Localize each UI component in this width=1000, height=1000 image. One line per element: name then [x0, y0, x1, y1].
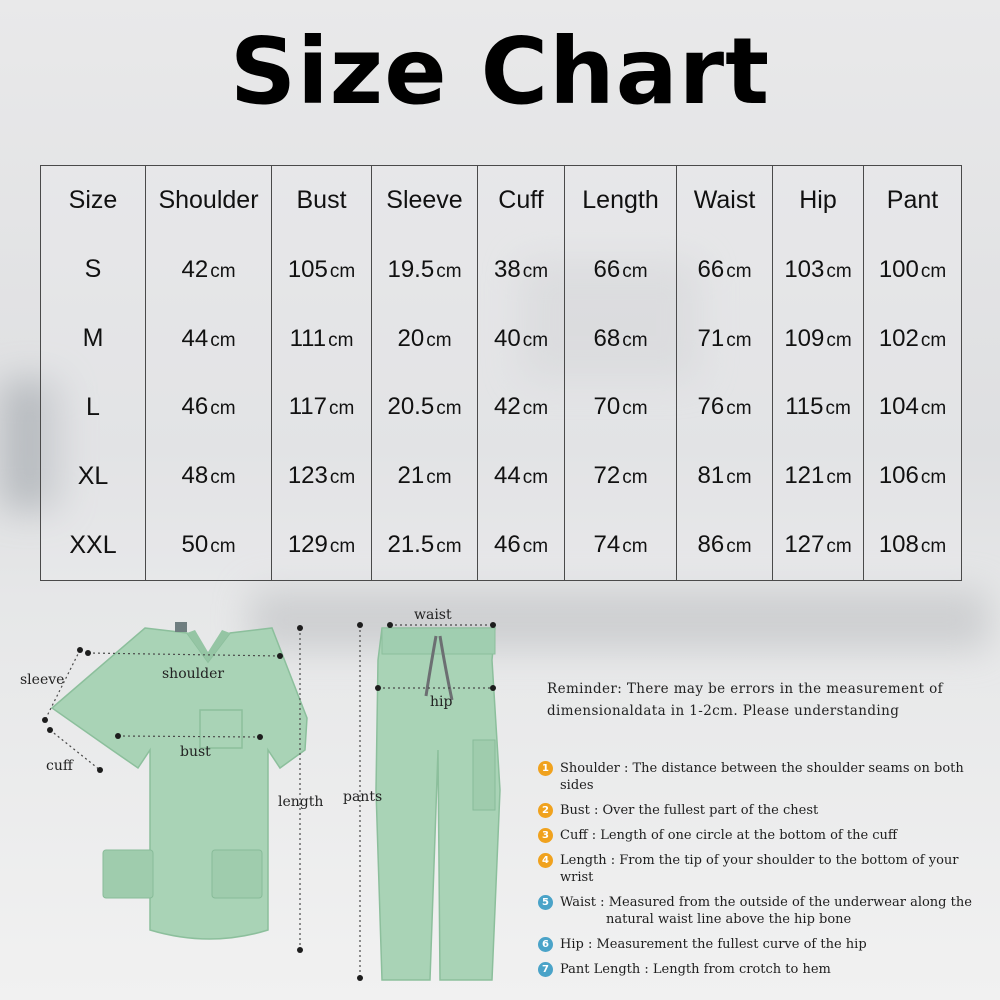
value-cell [478, 304, 565, 373]
table-row [41, 511, 962, 581]
value-unit: cm [328, 329, 354, 351]
value-cell [677, 511, 773, 581]
value-number: 20.5 [387, 393, 435, 421]
label-waist: waist [414, 607, 452, 623]
value-number: 123 [287, 462, 328, 490]
value-number: 48 [181, 462, 209, 490]
value-unit: cm [726, 536, 752, 558]
value-number: 68 [593, 324, 621, 352]
value-cell [677, 304, 773, 373]
value-cell [864, 442, 962, 511]
value-cell [478, 442, 565, 511]
value-unit: cm [920, 467, 947, 489]
label-cuff: cuff [46, 758, 73, 774]
note-text: Over the fullest part of the chest [602, 803, 819, 818]
column-header: Cuff [478, 166, 565, 236]
note-item [538, 760, 988, 794]
value-number: 111 [289, 324, 327, 352]
size-cell: L [41, 373, 146, 442]
note-text: From the tip of your shoulder to the bottom of your wrist [560, 853, 959, 885]
value-unit: cm [726, 260, 752, 282]
value-cell [773, 235, 864, 304]
value-cell [773, 511, 864, 581]
note-term: Hip : [560, 937, 597, 952]
note-term: Shoulder : [560, 761, 633, 776]
value-unit: cm [826, 329, 852, 351]
value-cell [272, 511, 372, 581]
value-unit: cm [522, 536, 549, 558]
garment-diagram [0, 600, 520, 1000]
value-number: 109 [784, 324, 825, 352]
note-item [538, 852, 988, 886]
value-cell [773, 304, 864, 373]
label-bust: bust [180, 744, 211, 760]
value-number: 103 [784, 255, 825, 283]
column-header: Size [41, 166, 146, 236]
value-cell [565, 304, 677, 373]
size-table [40, 165, 962, 581]
value-number: 74 [593, 531, 621, 559]
scrub-pants-illustration [376, 628, 500, 980]
value-number: 102 [878, 324, 919, 352]
number-badge-icon: 6 [538, 937, 553, 952]
value-number: 106 [878, 462, 919, 490]
value-unit: cm [210, 260, 236, 282]
label-shoulder: shoulder [162, 666, 225, 682]
value-unit: cm [622, 398, 648, 420]
value-unit: cm [426, 329, 452, 351]
note-term: Waist : [560, 895, 609, 910]
value-number: 121 [784, 462, 825, 490]
value-unit: cm [826, 467, 852, 489]
value-unit: cm [726, 467, 752, 489]
value-number: 129 [287, 531, 328, 559]
value-number: 100 [878, 255, 919, 283]
value-unit: cm [920, 536, 947, 558]
value-unit: cm [622, 467, 648, 489]
value-cell [773, 373, 864, 442]
value-unit: cm [622, 260, 648, 282]
number-badge-icon: 7 [538, 962, 553, 977]
value-unit: cm [522, 329, 549, 351]
value-cell [864, 304, 962, 373]
value-unit: cm [522, 260, 549, 282]
value-number: 44 [493, 462, 521, 490]
value-cell [146, 304, 272, 373]
column-header: Pant [864, 166, 962, 236]
value-number: 104 [878, 393, 919, 421]
table-row [41, 442, 962, 511]
value-number: 66 [593, 255, 621, 283]
label-hip: hip [430, 694, 453, 710]
value-cell [272, 442, 372, 511]
note-item [538, 827, 988, 844]
note-term: Bust : [560, 803, 603, 818]
value-unit: cm [329, 260, 356, 282]
size-cell: S [41, 235, 146, 304]
value-unit: cm [210, 329, 236, 351]
note-item [538, 961, 988, 978]
value-unit: cm [329, 536, 356, 558]
measurement-notes [538, 760, 988, 986]
value-number: 21 [397, 462, 425, 490]
label-sleeve: sleeve [20, 672, 65, 688]
column-header: Sleeve [372, 166, 478, 236]
label-pants: pants [343, 789, 383, 805]
number-badge-icon: 5 [538, 895, 553, 910]
value-cell [864, 373, 962, 442]
table-row [41, 304, 962, 373]
value-cell [565, 373, 677, 442]
value-number: 72 [593, 462, 621, 490]
number-badge-icon: 1 [538, 761, 553, 776]
table-row [41, 373, 962, 442]
page-title: Size Chart [229, 18, 771, 125]
number-badge-icon: 4 [538, 853, 553, 868]
value-number: 42 [181, 255, 209, 283]
value-cell [677, 373, 773, 442]
value-number: 20 [397, 324, 425, 352]
value-number: 115 [785, 393, 824, 421]
value-unit: cm [920, 260, 947, 282]
column-header: Shoulder [146, 166, 272, 236]
value-cell [372, 442, 478, 511]
value-number: 19.5 [387, 255, 435, 283]
column-header: Hip [773, 166, 864, 236]
value-cell [372, 373, 478, 442]
value-cell [565, 442, 677, 511]
value-cell [677, 442, 773, 511]
value-number: 70 [593, 393, 621, 421]
value-cell [272, 373, 372, 442]
value-number: 76 [697, 393, 725, 421]
value-unit: cm [726, 329, 752, 351]
value-number: 81 [697, 462, 725, 490]
value-number: 38 [493, 255, 521, 283]
value-unit: cm [328, 398, 355, 420]
value-number: 66 [697, 255, 725, 283]
column-header: Waist [677, 166, 773, 236]
value-cell [864, 511, 962, 581]
value-cell [146, 442, 272, 511]
value-cell [773, 442, 864, 511]
value-number: 46 [181, 393, 209, 421]
value-cell [146, 373, 272, 442]
column-header: Length [565, 166, 677, 236]
size-cell: XL [41, 442, 146, 511]
reminder-text: Reminder: There may be errors in the measurement of dimensionaldata in 1-2cm. Please understanding [547, 681, 944, 719]
number-badge-icon: 2 [538, 803, 553, 818]
value-unit: cm [329, 467, 356, 489]
note-text: The distance between the shoulder seams on both sides [560, 761, 964, 793]
value-cell [372, 304, 478, 373]
value-number: 42 [493, 393, 521, 421]
note-item [538, 802, 988, 819]
value-number: 105 [287, 255, 328, 283]
size-cell: XXL [41, 511, 146, 581]
value-unit: cm [210, 536, 236, 558]
note-text: Length of one circle at the bottom of the cuff [600, 828, 898, 843]
value-number: 86 [697, 531, 725, 559]
value-unit: cm [436, 260, 462, 282]
value-unit: cm [726, 398, 752, 420]
value-cell [272, 304, 372, 373]
value-cell [146, 235, 272, 304]
note-item [538, 894, 988, 928]
note-term: Pant Length : [560, 962, 653, 977]
value-number: 46 [493, 531, 521, 559]
value-cell [478, 373, 565, 442]
value-unit: cm [210, 467, 236, 489]
value-cell [565, 235, 677, 304]
note-term: Cuff : [560, 828, 601, 843]
value-unit: cm [920, 329, 947, 351]
value-unit: cm [920, 398, 947, 420]
label-length: length [278, 794, 324, 810]
value-unit: cm [522, 398, 549, 420]
value-cell [272, 235, 372, 304]
value-unit: cm [522, 467, 549, 489]
value-unit: cm [826, 536, 852, 558]
column-header: Bust [272, 166, 372, 236]
value-number: 50 [181, 531, 209, 559]
value-cell [565, 511, 677, 581]
value-number: 117 [288, 393, 327, 421]
value-unit: cm [436, 398, 462, 420]
value-number: 40 [493, 324, 521, 352]
value-cell [372, 511, 478, 581]
table-header-row [41, 166, 962, 236]
value-cell [146, 511, 272, 581]
value-unit: cm [436, 536, 462, 558]
number-badge-icon: 3 [538, 828, 553, 843]
value-number: 44 [181, 324, 209, 352]
value-cell [372, 235, 478, 304]
note-text: Measured from the outside of the underwear along the [608, 895, 972, 910]
note-text: Measurement the fullest curve of the hip [596, 937, 867, 952]
value-cell [478, 511, 565, 581]
value-unit: cm [622, 329, 648, 351]
note-text: Length from crotch to hem [652, 962, 831, 977]
size-cell: M [41, 304, 146, 373]
value-number: 108 [878, 531, 919, 559]
note-term: Length : [560, 853, 620, 868]
value-number: 127 [784, 531, 825, 559]
value-number: 71 [697, 324, 725, 352]
note-text-continued: natural waist line above the hip bone [606, 912, 852, 927]
value-unit: cm [825, 398, 851, 420]
value-number: 21.5 [387, 531, 435, 559]
table-row [41, 235, 962, 304]
value-unit: cm [622, 536, 648, 558]
value-cell [478, 235, 565, 304]
value-unit: cm [826, 260, 852, 282]
size-table-body [41, 166, 962, 581]
value-cell [677, 235, 773, 304]
note-item [538, 936, 988, 953]
value-unit: cm [210, 398, 236, 420]
value-unit: cm [426, 467, 452, 489]
value-cell [864, 235, 962, 304]
